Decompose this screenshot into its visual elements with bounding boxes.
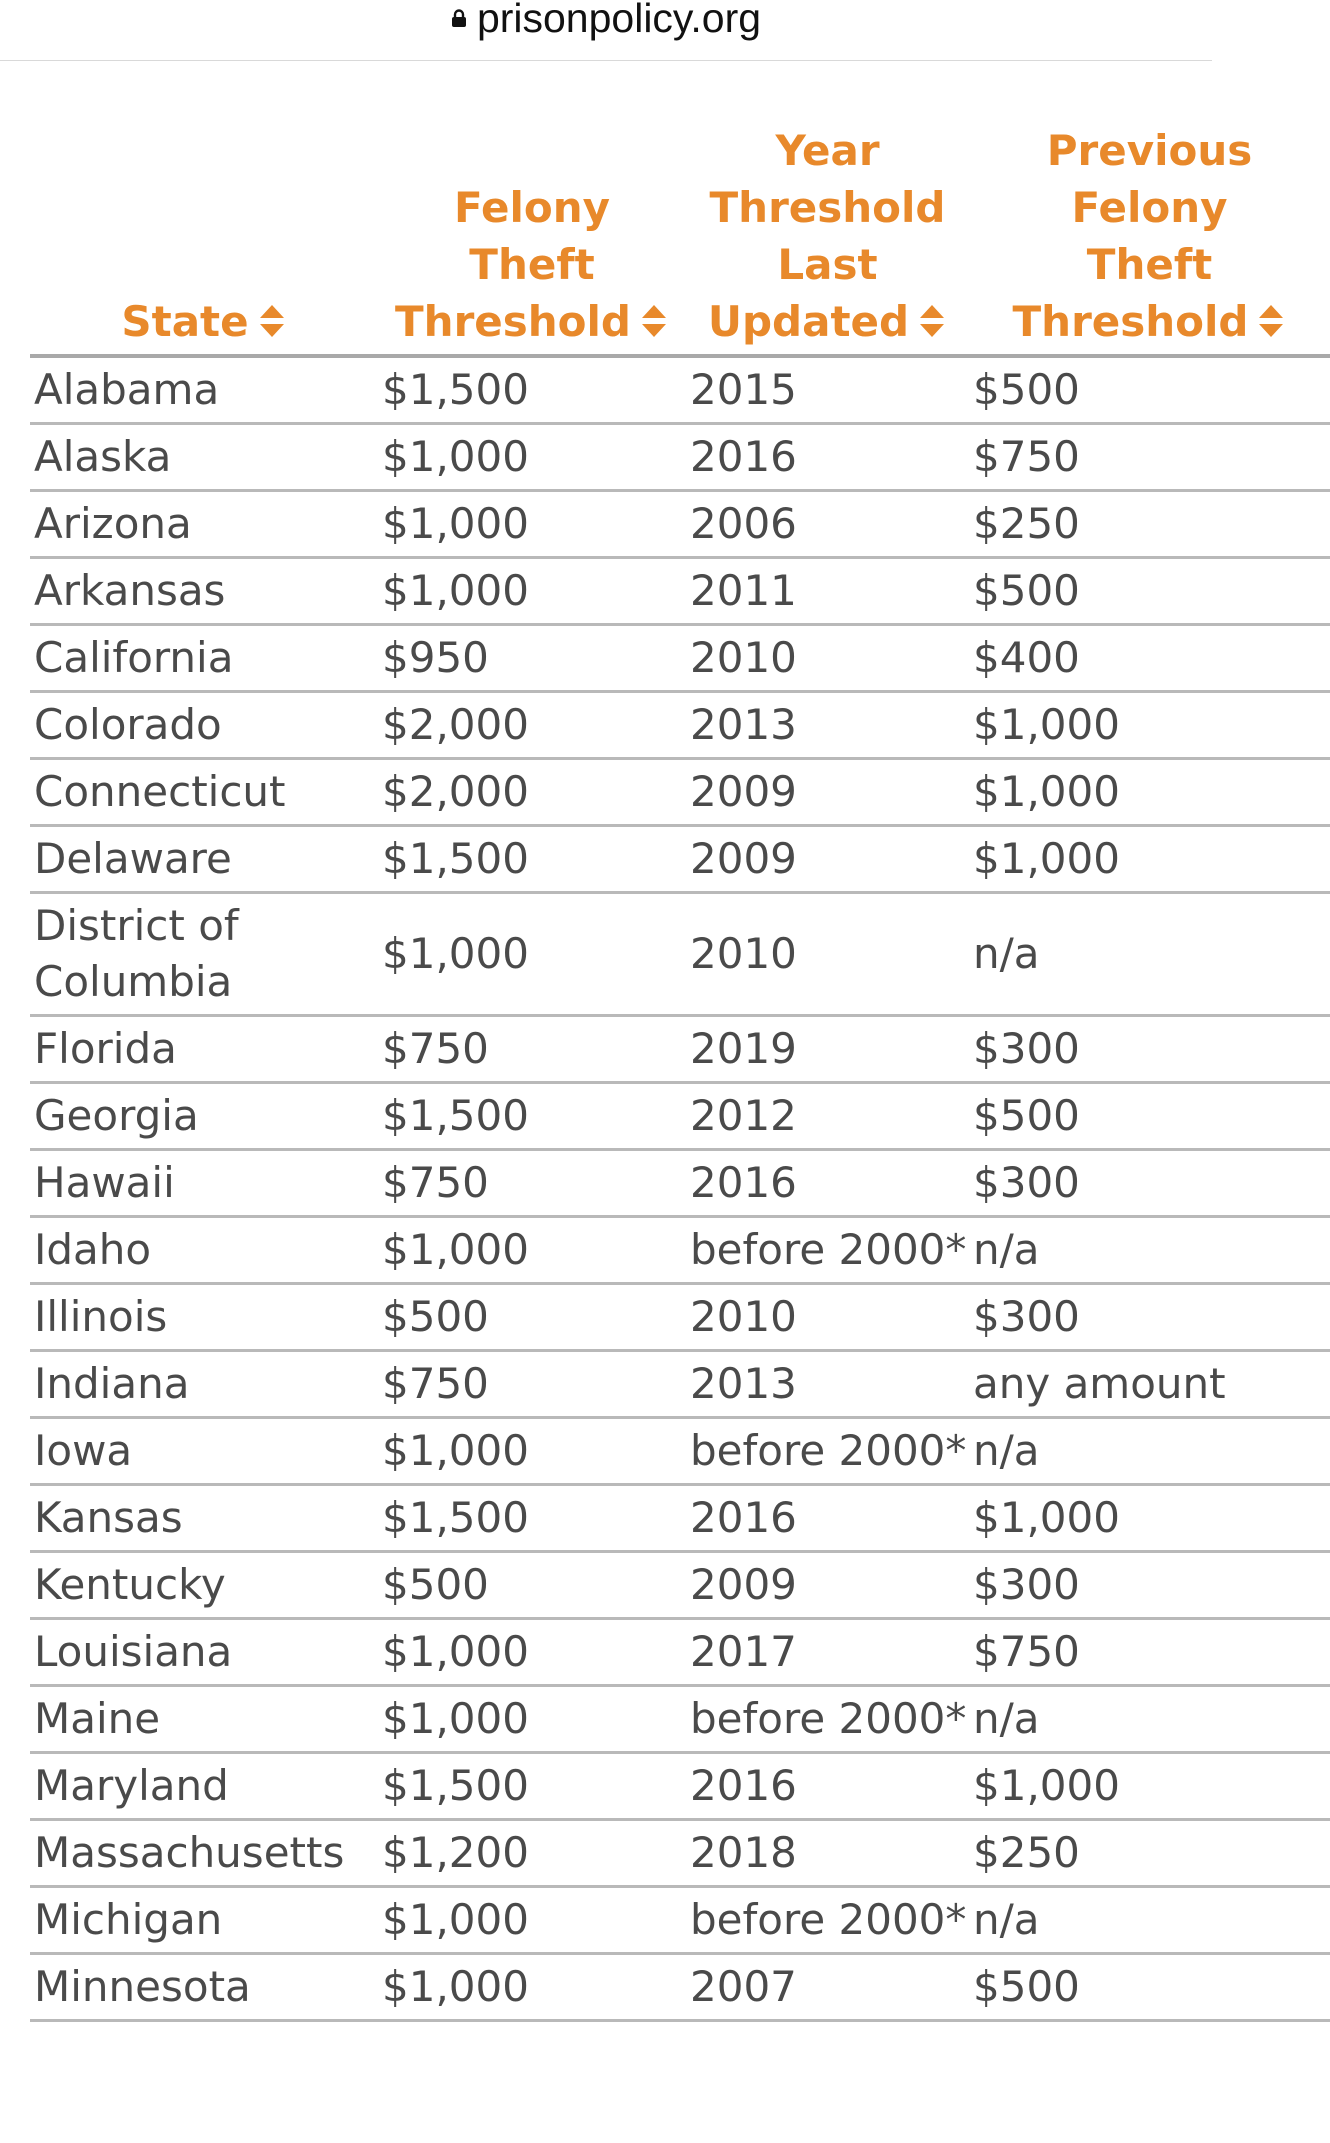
- previous-threshold-cell: $500: [969, 356, 1330, 424]
- state-cell: Colorado: [30, 692, 378, 759]
- previous-threshold-cell: n/a: [969, 1686, 1330, 1753]
- header-felony-theft-threshold[interactable]: [378, 60, 686, 356]
- threshold-cell: $1,000: [378, 1217, 686, 1284]
- state-cell: Illinois: [30, 1284, 378, 1351]
- theft-threshold-table-container[interactable]: [30, 60, 1253, 2143]
- year-updated-cell: before 2000*: [686, 1217, 969, 1284]
- table-row: [30, 625, 1330, 692]
- threshold-cell: $1,000: [378, 1887, 686, 1954]
- threshold-cell: $950: [378, 625, 686, 692]
- table-row: [30, 356, 1330, 424]
- table-row: [30, 1351, 1330, 1418]
- state-cell: Connecticut: [30, 759, 378, 826]
- table-row: [30, 826, 1330, 893]
- state-cell: Idaho: [30, 1217, 378, 1284]
- state-cell: Delaware: [30, 826, 378, 893]
- header-previous-threshold[interactable]: [969, 60, 1330, 356]
- header-label-text: State: [121, 297, 249, 346]
- previous-threshold-cell: $250: [969, 491, 1330, 558]
- previous-threshold-cell: $250: [969, 1820, 1330, 1887]
- header-label-line: Theft: [1086, 240, 1213, 289]
- year-updated-cell: before 2000*: [686, 1686, 969, 1753]
- previous-threshold-cell: $500: [969, 1954, 1330, 2021]
- table-row: [30, 1619, 1330, 1686]
- threshold-cell: $1,000: [378, 1619, 686, 1686]
- year-updated-cell: 2016: [686, 1485, 969, 1552]
- year-updated-cell: 2010: [686, 625, 969, 692]
- threshold-cell: $1,500: [378, 826, 686, 893]
- previous-threshold-cell: n/a: [969, 1418, 1330, 1485]
- year-updated-cell: 2010: [686, 1284, 969, 1351]
- threshold-cell: $500: [378, 1284, 686, 1351]
- threshold-cell: $1,500: [378, 1753, 686, 1820]
- previous-threshold-cell: $500: [969, 558, 1330, 625]
- previous-threshold-cell: $1,000: [969, 826, 1330, 893]
- table-row: [30, 558, 1330, 625]
- threshold-cell: $500: [378, 1552, 686, 1619]
- header-label-text: Threshold: [1012, 297, 1249, 346]
- browser-url-bar[interactable]: [0, 0, 1212, 61]
- state-cell: Indiana: [30, 1351, 378, 1418]
- previous-threshold-cell: $300: [969, 1016, 1330, 1083]
- year-updated-cell: before 2000*: [686, 1418, 969, 1485]
- header-label-line: Felony: [453, 183, 610, 232]
- year-updated-cell: before 2000*: [686, 1887, 969, 1954]
- year-updated-cell: 2016: [686, 1150, 969, 1217]
- state-cell: California: [30, 625, 378, 692]
- state-cell: Florida: [30, 1016, 378, 1083]
- state-cell: Alabama: [30, 356, 378, 424]
- state-cell: Minnesota: [30, 1954, 378, 2021]
- previous-threshold-cell: n/a: [969, 893, 1330, 1016]
- table-row: [30, 1686, 1330, 1753]
- threshold-cell: $1,000: [378, 1686, 686, 1753]
- theft-threshold-table: [30, 60, 1330, 2022]
- previous-threshold-cell: $1,000: [969, 1753, 1330, 1820]
- previous-threshold-cell: n/a: [969, 1887, 1330, 1954]
- url-display[interactable]: [451, 0, 761, 40]
- year-updated-cell: 2013: [686, 1351, 969, 1418]
- state-cell: Alaska: [30, 424, 378, 491]
- previous-threshold-cell: $400: [969, 625, 1330, 692]
- table-row: [30, 1820, 1330, 1887]
- header-label-text: Threshold: [395, 297, 631, 346]
- table-body: [30, 356, 1330, 2021]
- threshold-cell: $1,000: [378, 1418, 686, 1485]
- year-updated-cell: 2012: [686, 1083, 969, 1150]
- table-row: [30, 759, 1330, 826]
- threshold-cell: $1,500: [378, 1485, 686, 1552]
- year-updated-cell: 2015: [686, 356, 969, 424]
- previous-threshold-cell: n/a: [969, 1217, 1330, 1284]
- state-cell: Maine: [30, 1686, 378, 1753]
- state-cell: Hawaii: [30, 1150, 378, 1217]
- previous-threshold-cell: $1,000: [969, 1485, 1330, 1552]
- year-updated-cell: 2007: [686, 1954, 969, 2021]
- year-updated-cell: 2011: [686, 558, 969, 625]
- lock-icon: [451, 9, 467, 27]
- previous-threshold-cell: $300: [969, 1552, 1330, 1619]
- state-cell: Massachusetts: [30, 1820, 378, 1887]
- header-label-text: Updated: [707, 297, 910, 346]
- year-updated-cell: 2019: [686, 1016, 969, 1083]
- table-row: [30, 1284, 1330, 1351]
- state-cell: Arkansas: [30, 558, 378, 625]
- table-row: [30, 893, 1330, 1016]
- threshold-cell: $1,000: [378, 424, 686, 491]
- year-updated-cell: 2009: [686, 759, 969, 826]
- previous-threshold-cell: $1,000: [969, 692, 1330, 759]
- table-row: [30, 1016, 1330, 1083]
- table-row: [30, 1485, 1330, 1552]
- previous-threshold-cell: any amount: [969, 1351, 1330, 1418]
- previous-threshold-cell: $300: [969, 1284, 1330, 1351]
- year-updated-cell: 2018: [686, 1820, 969, 1887]
- state-cell: Maryland: [30, 1753, 378, 1820]
- sort-arrows-icon[interactable]: [1256, 302, 1286, 340]
- year-updated-cell: 2013: [686, 692, 969, 759]
- header-label-line: [378, 293, 686, 350]
- table-row: [30, 1954, 1330, 2021]
- header-label-line: Felony: [1071, 183, 1228, 232]
- header-label-line: [969, 293, 1330, 350]
- table-row: [30, 1150, 1330, 1217]
- threshold-cell: $1,500: [378, 356, 686, 424]
- year-updated-cell: 2009: [686, 826, 969, 893]
- previous-threshold-cell: $750: [969, 1619, 1330, 1686]
- state-cell: Michigan: [30, 1887, 378, 1954]
- table-row: [30, 692, 1330, 759]
- year-updated-cell: 2016: [686, 1753, 969, 1820]
- url-text: prisonpolicy.org: [476, 0, 762, 41]
- threshold-cell: $1,200: [378, 1820, 686, 1887]
- state-cell: Georgia: [30, 1083, 378, 1150]
- threshold-cell: $2,000: [378, 759, 686, 826]
- header-year-last-updated[interactable]: [686, 60, 969, 356]
- threshold-cell: $1,000: [378, 893, 686, 1016]
- header-label-line: Threshold: [709, 183, 946, 232]
- state-cell: Kansas: [30, 1485, 378, 1552]
- threshold-cell: $1,500: [378, 1083, 686, 1150]
- previous-threshold-cell: $750: [969, 424, 1330, 491]
- year-updated-cell: 2016: [686, 424, 969, 491]
- threshold-cell: $750: [378, 1016, 686, 1083]
- state-cell: Arizona: [30, 491, 378, 558]
- header-label-line: Previous: [1046, 126, 1253, 175]
- state-cell: District of Columbia: [30, 893, 378, 1016]
- sort-arrows-icon[interactable]: [257, 302, 287, 340]
- header-label-line: Year: [775, 126, 880, 175]
- table-header-row: [30, 60, 1330, 356]
- previous-threshold-cell: $500: [969, 1083, 1330, 1150]
- header-label-line: [686, 293, 969, 350]
- year-updated-cell: 2017: [686, 1619, 969, 1686]
- table-row: [30, 1552, 1330, 1619]
- threshold-cell: $1,000: [378, 491, 686, 558]
- previous-threshold-cell: $300: [969, 1150, 1330, 1217]
- state-cell: Iowa: [30, 1418, 378, 1485]
- table-row: [30, 491, 1330, 558]
- table-row: [30, 1753, 1330, 1820]
- table-row: [30, 1418, 1330, 1485]
- state-cell: Louisiana: [30, 1619, 378, 1686]
- state-cell: Kentucky: [30, 1552, 378, 1619]
- table-row: [30, 1887, 1330, 1954]
- header-label-line: [30, 293, 378, 350]
- threshold-cell: $750: [378, 1351, 686, 1418]
- sort-arrows-icon[interactable]: [639, 302, 669, 340]
- threshold-cell: $2,000: [378, 692, 686, 759]
- threshold-cell: $750: [378, 1150, 686, 1217]
- previous-threshold-cell: $1,000: [969, 759, 1330, 826]
- table-row: [30, 424, 1330, 491]
- table-row: [30, 1083, 1330, 1150]
- year-updated-cell: 2009: [686, 1552, 969, 1619]
- sort-arrows-icon[interactable]: [917, 302, 947, 340]
- year-updated-cell: 2010: [686, 893, 969, 1016]
- year-updated-cell: 2006: [686, 491, 969, 558]
- header-state[interactable]: [30, 60, 378, 356]
- threshold-cell: $1,000: [378, 558, 686, 625]
- header-label-line: Theft: [469, 240, 595, 289]
- header-label-line: Last: [777, 240, 878, 289]
- table-row: [30, 1217, 1330, 1284]
- threshold-cell: $1,000: [378, 1954, 686, 2021]
